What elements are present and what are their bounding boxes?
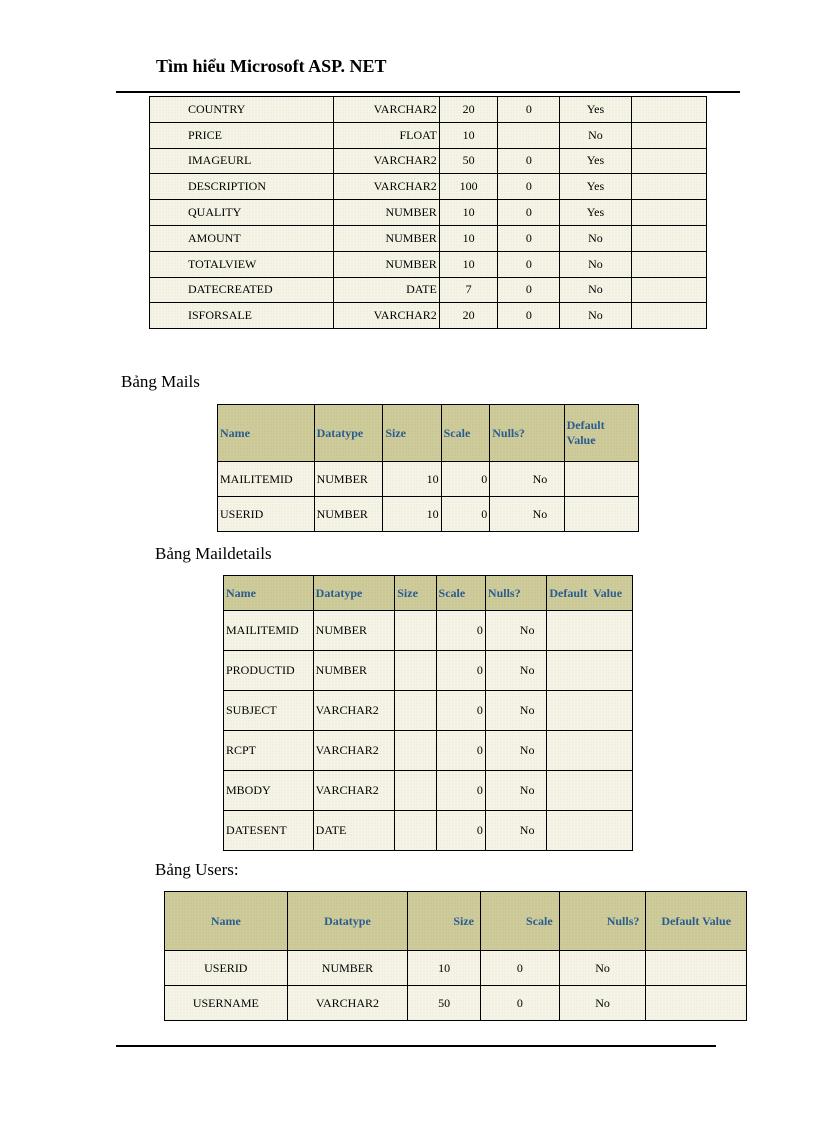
table-cell: VARCHAR2 bbox=[333, 97, 439, 123]
column-header-size: Size bbox=[395, 576, 436, 611]
table-row bbox=[150, 277, 707, 303]
table-cell: 0 bbox=[498, 174, 560, 200]
table-cell bbox=[631, 303, 706, 329]
table-cell: 10 bbox=[439, 200, 498, 226]
table-cell: NUMBER bbox=[313, 611, 395, 651]
header-rule bbox=[116, 91, 740, 93]
table-row bbox=[218, 462, 639, 497]
table-cell: No bbox=[485, 811, 546, 851]
table-row bbox=[218, 497, 639, 532]
table-cell: QUALITY bbox=[150, 200, 334, 226]
table-row bbox=[150, 303, 707, 329]
table-row bbox=[150, 97, 707, 123]
table-cell: No bbox=[485, 651, 546, 691]
table-cell bbox=[547, 611, 633, 651]
table-cell bbox=[547, 691, 633, 731]
table-header-row bbox=[224, 576, 633, 611]
column-header-size: Size bbox=[408, 892, 481, 951]
page-header-title: Tìm hiểu Microsoft ASP. NET bbox=[156, 56, 387, 76]
table-cell: 0 bbox=[436, 611, 485, 651]
mails-section-title: Bảng Mails bbox=[121, 372, 200, 391]
table-cell bbox=[395, 611, 436, 651]
table-cell: NUMBER bbox=[314, 497, 383, 532]
table-cell: 0 bbox=[480, 986, 559, 1021]
table-cell: No bbox=[560, 277, 631, 303]
table-cell: VARCHAR2 bbox=[313, 771, 395, 811]
table-cell: TOTALVIEW bbox=[150, 251, 334, 277]
table-cell: NUMBER bbox=[313, 651, 395, 691]
table-cell: VARCHAR2 bbox=[333, 174, 439, 200]
table-cell bbox=[631, 174, 706, 200]
table-cell bbox=[631, 251, 706, 277]
column-header-scale: Scale bbox=[436, 576, 485, 611]
mails-table bbox=[217, 404, 639, 532]
column-header-scale: Scale bbox=[480, 892, 559, 951]
table-cell: VARCHAR2 bbox=[333, 303, 439, 329]
table-cell: No bbox=[560, 122, 631, 148]
table-cell bbox=[631, 277, 706, 303]
table-cell: No bbox=[485, 731, 546, 771]
table-cell: 0 bbox=[436, 651, 485, 691]
table-cell bbox=[631, 97, 706, 123]
table-cell bbox=[395, 731, 436, 771]
table-cell: USERNAME bbox=[165, 986, 288, 1021]
table-cell: DESCRIPTION bbox=[150, 174, 334, 200]
table-row bbox=[150, 122, 707, 148]
table-cell bbox=[564, 497, 638, 532]
table-row bbox=[165, 951, 747, 986]
table-header-row bbox=[218, 405, 639, 462]
table-cell: Yes bbox=[560, 97, 631, 123]
table-cell bbox=[646, 986, 747, 1021]
table-cell: Yes bbox=[560, 148, 631, 174]
column-header-datatype: Datatype bbox=[287, 892, 408, 951]
table-cell bbox=[547, 651, 633, 691]
table-cell: 100 bbox=[439, 174, 498, 200]
table-cell bbox=[631, 225, 706, 251]
column-header-datatype: Datatype bbox=[314, 405, 383, 462]
table-row bbox=[224, 811, 633, 851]
table-cell bbox=[547, 731, 633, 771]
table-cell bbox=[395, 771, 436, 811]
column-header-name: Name bbox=[224, 576, 314, 611]
table-cell: 0 bbox=[436, 771, 485, 811]
table-cell: COUNTRY bbox=[150, 97, 334, 123]
table-cell: 0 bbox=[436, 811, 485, 851]
table-row bbox=[224, 691, 633, 731]
table-cell: No bbox=[485, 691, 546, 731]
table-cell: Yes bbox=[560, 174, 631, 200]
table-cell: 10 bbox=[439, 122, 498, 148]
table-row bbox=[224, 611, 633, 651]
table-cell: 50 bbox=[408, 986, 481, 1021]
table-cell: NUMBER bbox=[314, 462, 383, 497]
table-cell: No bbox=[560, 225, 631, 251]
table-cell: DATE bbox=[333, 277, 439, 303]
table-cell bbox=[498, 122, 560, 148]
table-cell: 0 bbox=[498, 148, 560, 174]
table-cell: FLOAT bbox=[333, 122, 439, 148]
table-cell: 10 bbox=[439, 251, 498, 277]
table-cell: DATECREATED bbox=[150, 277, 334, 303]
table-cell: No bbox=[559, 951, 646, 986]
table-cell: VARCHAR2 bbox=[313, 691, 395, 731]
table-cell bbox=[631, 148, 706, 174]
table-cell: 0 bbox=[436, 731, 485, 771]
table-row bbox=[224, 771, 633, 811]
table-cell: No bbox=[490, 462, 564, 497]
table-cell: SUBJECT bbox=[224, 691, 314, 731]
table-cell: AMOUNT bbox=[150, 225, 334, 251]
table-cell: No bbox=[560, 303, 631, 329]
table-cell: DATESENT bbox=[224, 811, 314, 851]
table-cell: PRODUCTID bbox=[224, 651, 314, 691]
table-cell: MAILITEMID bbox=[218, 462, 315, 497]
table-cell bbox=[631, 122, 706, 148]
table-cell bbox=[395, 691, 436, 731]
table-row bbox=[224, 731, 633, 771]
table-cell bbox=[547, 811, 633, 851]
column-header-name: Name bbox=[218, 405, 315, 462]
table-cell: MAILITEMID bbox=[224, 611, 314, 651]
table-cell: 10 bbox=[383, 462, 441, 497]
table-row bbox=[224, 651, 633, 691]
table-cell: 0 bbox=[480, 951, 559, 986]
table-row bbox=[150, 148, 707, 174]
table-cell: No bbox=[485, 611, 546, 651]
column-header-size: Size bbox=[383, 405, 441, 462]
table-cell: 20 bbox=[439, 303, 498, 329]
table-cell: 10 bbox=[408, 951, 481, 986]
column-header-nulls: Nulls? bbox=[490, 405, 564, 462]
column-header-nulls: Nulls? bbox=[485, 576, 546, 611]
table-cell: No bbox=[485, 771, 546, 811]
users-table bbox=[164, 891, 747, 1021]
table-cell: VARCHAR2 bbox=[287, 986, 408, 1021]
maildetails-table bbox=[223, 575, 633, 851]
column-header-name: Name bbox=[165, 892, 288, 951]
table-cell: NUMBER bbox=[333, 251, 439, 277]
column-header-nulls: Nulls? bbox=[559, 892, 646, 951]
table-cell: USERID bbox=[218, 497, 315, 532]
table-cell: VARCHAR2 bbox=[313, 731, 395, 771]
products-table bbox=[149, 96, 707, 329]
table-cell: 20 bbox=[439, 97, 498, 123]
table-cell: 0 bbox=[498, 200, 560, 226]
table-cell: IMAGEURL bbox=[150, 148, 334, 174]
table-cell: 0 bbox=[436, 691, 485, 731]
table-cell: USERID bbox=[165, 951, 288, 986]
table-cell: NUMBER bbox=[333, 225, 439, 251]
table-cell bbox=[631, 200, 706, 226]
table-cell: 0 bbox=[441, 497, 490, 532]
column-header-default-value: Default Value bbox=[564, 405, 638, 462]
table-cell bbox=[395, 811, 436, 851]
maildetails-section-title: Bảng Maildetails bbox=[155, 544, 272, 563]
table-cell: 0 bbox=[498, 97, 560, 123]
table-cell: PRICE bbox=[150, 122, 334, 148]
table-header-row bbox=[165, 892, 747, 951]
table-cell: 0 bbox=[498, 277, 560, 303]
table-cell: DATE bbox=[313, 811, 395, 851]
table-cell: 0 bbox=[498, 251, 560, 277]
table-cell: 7 bbox=[439, 277, 498, 303]
table-cell bbox=[395, 651, 436, 691]
table-cell bbox=[547, 771, 633, 811]
table-cell: No bbox=[560, 251, 631, 277]
users-section-title: Bảng Users: bbox=[155, 860, 239, 879]
table-row bbox=[150, 174, 707, 200]
table-cell bbox=[564, 462, 638, 497]
table-cell: Yes bbox=[560, 200, 631, 226]
table-cell: No bbox=[559, 986, 646, 1021]
table-cell: ISFORSALE bbox=[150, 303, 334, 329]
table-row bbox=[150, 200, 707, 226]
table-row bbox=[165, 986, 747, 1021]
table-cell: RCPT bbox=[224, 731, 314, 771]
column-header-datatype: Datatype bbox=[313, 576, 395, 611]
column-header-default-value: Default Value bbox=[547, 576, 633, 611]
footer-rule bbox=[116, 1045, 716, 1047]
table-cell: 0 bbox=[498, 225, 560, 251]
column-header-scale: Scale bbox=[441, 405, 490, 462]
table-cell: 50 bbox=[439, 148, 498, 174]
table-cell: NUMBER bbox=[287, 951, 408, 986]
table-row bbox=[150, 251, 707, 277]
table-cell: 0 bbox=[498, 303, 560, 329]
column-header-default-value: Default Value bbox=[646, 892, 747, 951]
table-cell: VARCHAR2 bbox=[333, 148, 439, 174]
table-cell: No bbox=[490, 497, 564, 532]
table-cell: 10 bbox=[439, 225, 498, 251]
table-cell: 10 bbox=[383, 497, 441, 532]
table-row bbox=[150, 225, 707, 251]
table-cell bbox=[646, 951, 747, 986]
table-cell: MBODY bbox=[224, 771, 314, 811]
table-cell: 0 bbox=[441, 462, 490, 497]
table-cell: NUMBER bbox=[333, 200, 439, 226]
